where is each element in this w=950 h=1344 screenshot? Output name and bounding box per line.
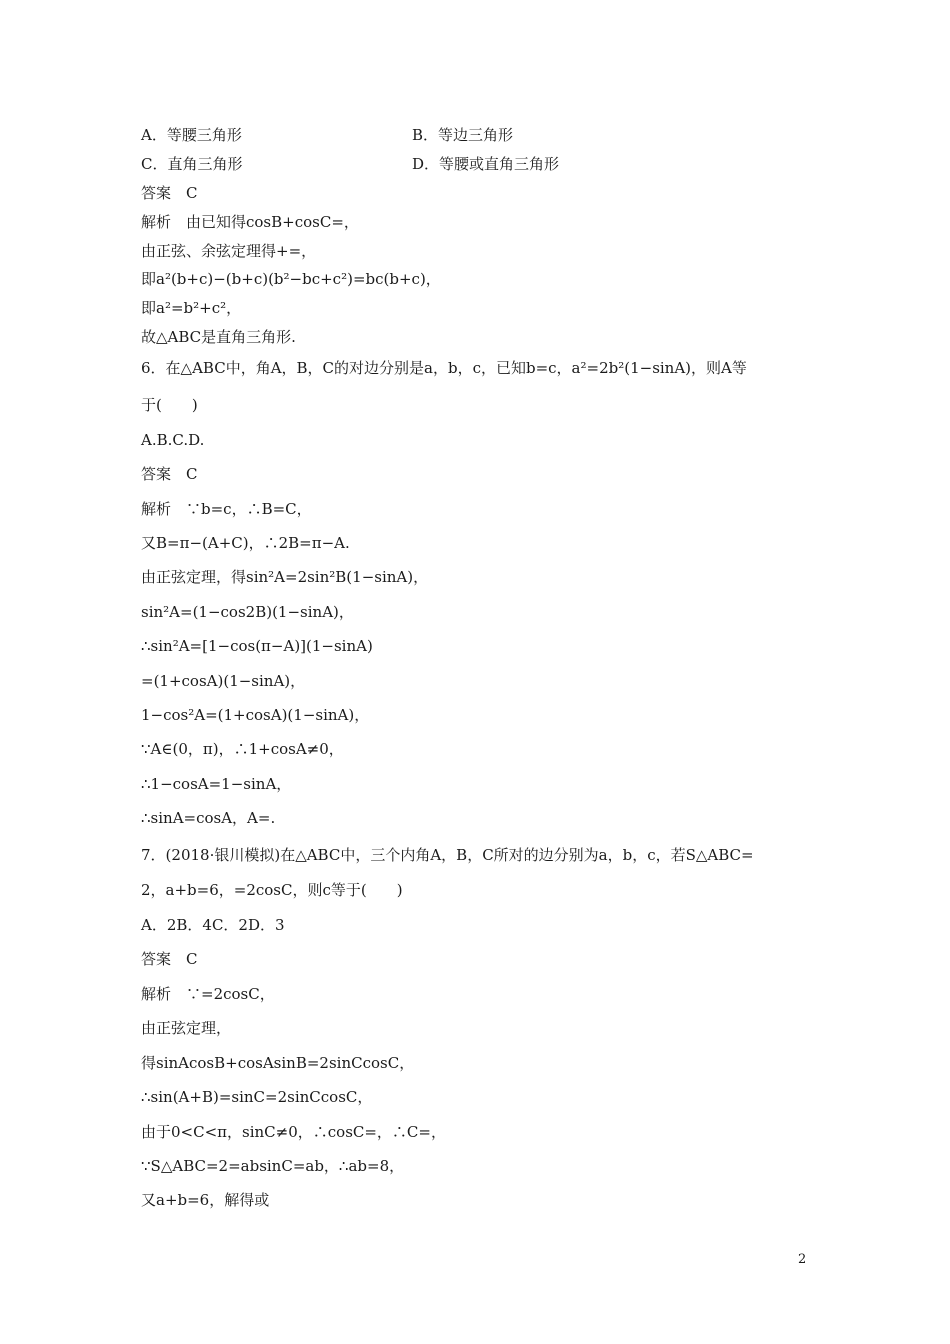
q6-solution-line: sin²A=(1−cos2B)(1−sinA)， [141, 603, 354, 621]
q6-solution-line: ∴sinA=cosA，A=. [141, 809, 276, 827]
q5-solution-line: 即a²=b²+c²， [141, 299, 242, 317]
q7-stem-line2: 2，a+b=6，=2cosC，则c等于( ) [141, 881, 403, 899]
q5-answer: 答案 C [141, 184, 198, 202]
page-number: 2 [798, 1252, 807, 1267]
q5-solution-line: 故△ABC是直角三角形. [141, 328, 296, 346]
q7-solution-line: ∴sin(A+B)=sinC=2sinCcosC， [141, 1088, 373, 1106]
q5-option-b: B．等边三角形 [412, 126, 514, 144]
q6-answer: 答案 C [141, 465, 198, 483]
q7-stem-line1: 7．(2018·银川模拟)在△ABC中，三个内角A，B，C所对的边分别为a，b，c，若S△ABC= [141, 846, 754, 864]
q6-solution-line: ∵A∈(0，π)，∴1+cosA≠0， [141, 740, 344, 758]
q7-solution-line: 解析 ∵=2cosC， [141, 985, 275, 1003]
q6-stem-line1: 6．在△ABC中，角A，B，C的对边分别是a，b，c，已知b=c，a²=2b²(1−sinA)，则A等 [141, 359, 747, 377]
q7-options: A．2B．4C．2D．3 [141, 916, 285, 934]
q7-solution-line: 得sinAcosB+cosAsinB=2sinCcosC， [141, 1054, 415, 1072]
q6-solution-line: ∴1−cosA=1−sinA， [141, 775, 292, 793]
q7-solution-line: 由正弦定理， [141, 1019, 232, 1037]
q6-solution-line: 由正弦定理，得sin²A=2sin²B(1−sinA)， [141, 568, 429, 586]
q7-solution-line: 由于0<C<π，sinC≠0，∴cosC=，∴C=， [141, 1123, 446, 1141]
q5-solution-line: 由正弦、余弦定理得+=， [141, 242, 317, 260]
q6-solution-line: =(1+cosA)(1−sinA)， [141, 672, 306, 690]
q5-option-c: C．直角三角形 [141, 155, 243, 173]
q6-stem-line2: 于( ) [141, 396, 198, 414]
q6-solution-line: ∴sin²A=[1−cos(π−A)](1−sinA) [141, 637, 373, 655]
q5-solution-line: 即a²(b+c)−(b+c)(b²−bc+c²)=bc(b+c)， [141, 270, 441, 288]
q6-solution-line: 又B=π−(A+C)，∴2B=π−A. [141, 534, 350, 552]
q7-answer: 答案 C [141, 950, 198, 968]
q7-solution-line: ∵S△ABC=2=absinC=ab，∴ab=8， [141, 1157, 405, 1175]
q6-solution-line: 解析 ∵b=c，∴B=C， [141, 500, 312, 518]
q6-options: A.B.C.D. [141, 431, 205, 449]
q6-solution-line: 1−cos²A=(1+cosA)(1−sinA)， [141, 706, 370, 724]
q5-option-d: D．等腰或直角三角形 [412, 155, 560, 173]
q7-solution-line: 又a+b=6，解得或 [141, 1191, 270, 1209]
q5-option-a: A．等腰三角形 [141, 126, 242, 144]
q5-solution-line: 解析 由已知得cosB+cosC=， [141, 213, 359, 231]
